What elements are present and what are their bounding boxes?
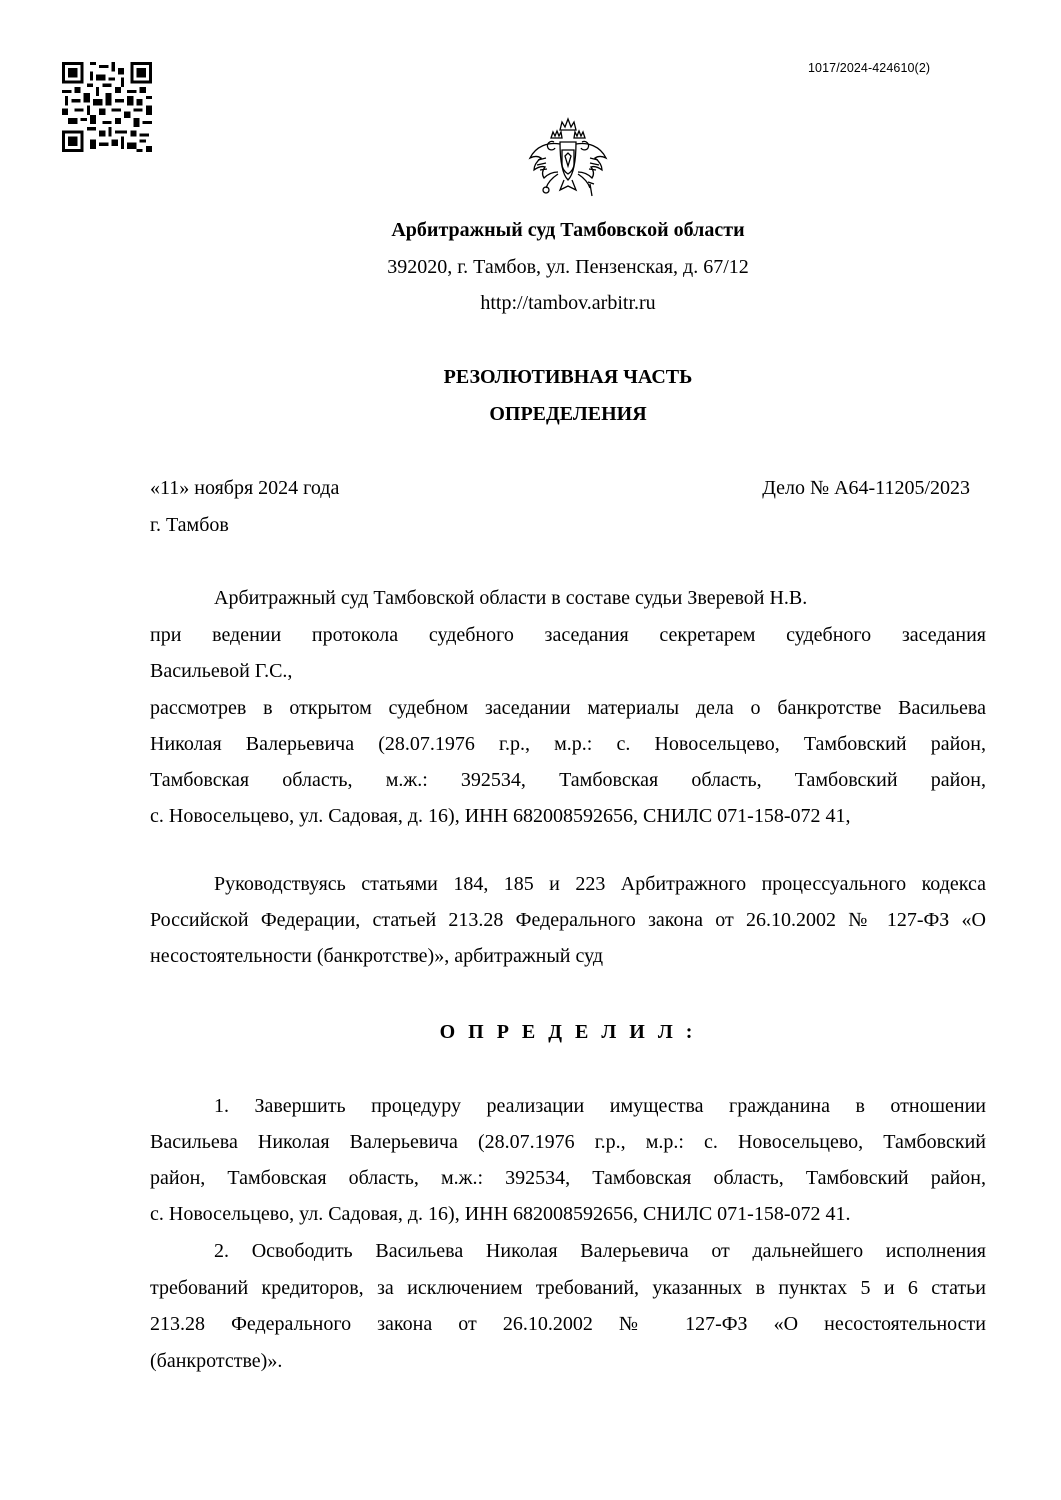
document-title-line1: РЕЗОЛЮТИВНАЯ ЧАСТЬ	[443, 366, 693, 388]
intro-line-2: при ведении протокола судебного заседания секретарем судебного заседания	[150, 624, 986, 646]
qr-code-icon	[62, 62, 152, 152]
court-name: Арбитражный суд Тамбовской области	[391, 219, 745, 241]
item2-line-2: требований кредиторов, за исключением требований, указанных в пунктах 5 и 6 статьи	[150, 1277, 986, 1299]
intro-line-5: Николая Валерьевича (28.07.1976 г.р., м.р.: с. Новосельцево, Тамбовский район,	[150, 733, 986, 755]
case-number: Дело № А64-11205/2023	[762, 477, 970, 499]
intro-line-1: Арбитражный суд Тамбовской области в составе судьи Зверевой Н.В.	[214, 587, 808, 609]
item1-line-2: Васильева Николая Валерьевича (28.07.1976 г.р., м.р.: с. Новосельцево, Тамбовский	[150, 1131, 986, 1153]
document-number: 1017/2024-424610(2)	[808, 61, 931, 75]
intro-line-6: Тамбовская область, м.ж.: 392534, Тамбовская область, Тамбовский район,	[150, 769, 986, 791]
item1-line-4: с. Новосельцево, ул. Садовая, д. 16), ИНН 682008592656, СНИЛС 071-158-072 41.	[150, 1203, 851, 1225]
item1-line-1: 1. Завершить процедуру реализации имущества гражданина в отношении	[214, 1095, 986, 1117]
basis-line-3: несостоятельности (банкротстве)», арбитражный суд	[150, 945, 604, 967]
intro-line-3: Васильевой Г.С.,	[150, 660, 293, 682]
item1-line-3: район, Тамбовская область, м.ж.: 392534, Тамбовская область, Тамбовский район,	[150, 1167, 986, 1189]
decided-heading: О П Р Е Д Е Л И Л :	[439, 1021, 697, 1043]
item2-line-4: (банкротстве)».	[150, 1350, 283, 1372]
city: г. Тамбов	[150, 514, 229, 536]
intro-line-7: с. Новосельцево, ул. Садовая, д. 16), ИНН 682008592656, СНИЛС 071-158-072 41,	[150, 805, 851, 827]
basis-line-1: Руководствуясь статьями 184, 185 и 223 Арбитражного процессуального кодекса	[214, 873, 986, 895]
decision-date: «11» ноября 2024 года	[150, 477, 340, 499]
item2-line-1: 2. Освободить Васильева Николая Валерьевича от дальнейшего исполнения	[214, 1240, 986, 1262]
item2-line-3: 213.28 Федерального закона от 26.10.2002 № 127-ФЗ «О несостоятельности	[150, 1313, 986, 1335]
court-website-link[interactable]: http://tambov.arbitr.ru	[480, 292, 656, 314]
intro-line-4: рассмотрев в открытом судебном заседании материалы дела о банкротстве Васильева	[150, 697, 986, 719]
document-title-line2: ОПРЕДЕЛЕНИЯ	[489, 403, 647, 425]
russian-coat-of-arms-icon	[524, 116, 612, 202]
court-address: 392020, г. Тамбов, ул. Пензенская, д. 67/12	[387, 256, 749, 278]
basis-line-2: Российской Федерации, статьей 213.28 Федерального закона от 26.10.2002 № 127-ФЗ «О	[150, 909, 986, 931]
